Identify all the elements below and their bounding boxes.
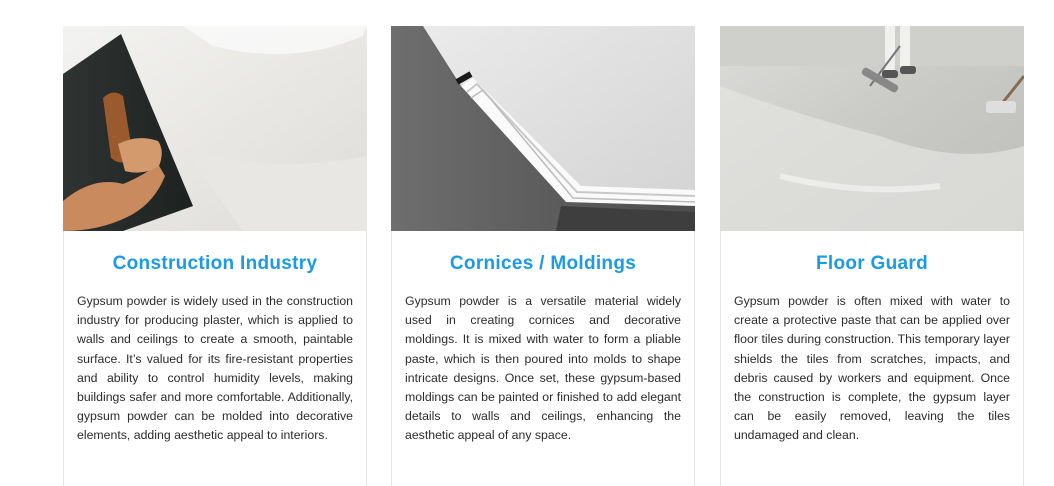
cornice-molding-photo — [391, 26, 695, 231]
card-construction-industry — [63, 26, 367, 486]
card-description: Gypsum powder is widely used in the construction industry for producing plaster, which is applied to walls and ceilings to create a smooth, paintable surface. It’s valued for its fire-resistant properties and ability to control humidity levels, making buildings safer and more comfortable. Additionally, gypsum powder can be molded into decorative elements, adding aesthetic appeal to interiors. — [77, 294, 353, 443]
card-cornices-moldings — [391, 26, 695, 486]
floor-coating-photo — [720, 26, 1024, 231]
card-title: Construction Industry — [112, 253, 318, 274]
card-title: Cornices / Moldings — [449, 253, 637, 274]
card-description: Gypsum powder is a versatile material widely used in creating cornices and decorative moldings. It is mixed with water to form a pliable paste, which is then poured into molds to shape intricate designs. Once set, these gypsum-based moldings can be painted or finished to add elegant details to walls and ceilings, enhancing the aesthetic appeal of any space. — [405, 294, 681, 443]
plastering-photo — [63, 26, 367, 231]
card-description: Gypsum powder is often mixed with water to create a protective paste that can be applied over floor tiles during construction. This temporary layer shields the tiles from scratches, impacts, and debris caused by workers and equipment. Once the construction is complete, the gypsum layer can be easily removed, leaving the tiles undamaged and clean. — [734, 294, 1010, 443]
card-title: Floor Guard — [815, 253, 929, 274]
card-floor-guard — [720, 26, 1024, 486]
